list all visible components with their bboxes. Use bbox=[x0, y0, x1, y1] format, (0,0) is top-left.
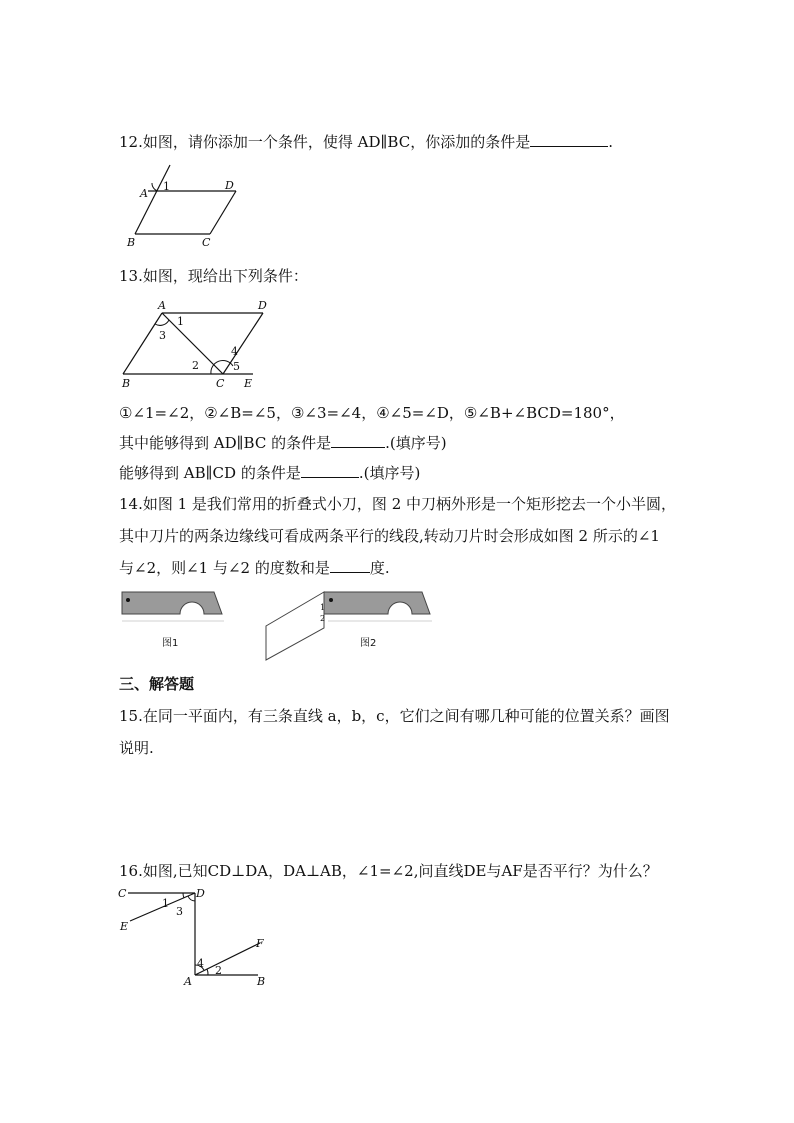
q12-text: 12.如图，请你添加一个条件，使得 AD∥BC，你添加的条件是 . bbox=[119, 133, 613, 151]
q12-figure bbox=[118, 160, 248, 252]
point-label-E: E bbox=[120, 920, 129, 933]
q14-line2: 其中刀片的两条边缘线可看成两条平行的线段,转动刀片时会形成如图 2 所示的∠1 bbox=[119, 527, 660, 545]
q13-answer2-blank[interactable] bbox=[301, 463, 359, 478]
q13-text: 13.如图，现给出下列条件： bbox=[119, 267, 308, 285]
angle-label-4: 4 bbox=[231, 345, 238, 358]
angle-label-3: 3 bbox=[159, 329, 166, 342]
angle-label-1: 1 bbox=[163, 180, 170, 193]
angle-label-4: 4 bbox=[197, 957, 204, 970]
rivet-dot bbox=[126, 598, 130, 602]
angle-label-2: 2 bbox=[320, 614, 326, 623]
point-label-D: D bbox=[196, 887, 205, 900]
q16-text: 16.如图,已知CD⊥DA，DA⊥AB，∠1=∠2,问直线DE与AF是否平行？为什么？ bbox=[119, 862, 658, 880]
point-label-C: C bbox=[118, 887, 127, 900]
point-label-E: E bbox=[244, 377, 253, 390]
angle-label-5: 5 bbox=[233, 360, 240, 373]
section-heading: 三、解答题 bbox=[119, 675, 195, 693]
angle-label-2: 2 bbox=[192, 359, 199, 372]
point-label-D: D bbox=[258, 299, 267, 312]
rivet-dot bbox=[329, 598, 333, 602]
q14-answer-blank[interactable] bbox=[330, 558, 370, 573]
point-label-C: C bbox=[202, 236, 211, 249]
q12-answer-blank[interactable] bbox=[530, 132, 608, 147]
q15-line1: 15.在同一平面内，有三条直线 a，b，c，它们之间有哪几种可能的位置关系？画图 bbox=[119, 707, 670, 725]
point-label-D: D bbox=[225, 179, 234, 192]
point-label-A: A bbox=[140, 187, 148, 200]
point-label-A: A bbox=[184, 975, 192, 988]
figure-1-caption: 图1 bbox=[162, 638, 179, 649]
q13-answer1-blank[interactable] bbox=[331, 433, 385, 448]
point-label-B: B bbox=[257, 975, 266, 988]
q14-figure-2 bbox=[262, 588, 440, 664]
q13-conditions: ①∠1=∠2，②∠B=∠5，③∠3=∠4，④∠5=∠D，⑤∠B+∠BCD=180°， bbox=[119, 404, 625, 422]
q14-figure-1 bbox=[118, 588, 230, 658]
q13-ask2: 能够得到 AB∥CD 的条件是 .(填序号) bbox=[119, 464, 421, 482]
angle-label-2: 2 bbox=[215, 964, 222, 977]
q14-line3: 与∠2，则∠1 与∠2 的度数和是 度. bbox=[119, 559, 390, 577]
figure-2-caption: 图2 bbox=[360, 638, 377, 649]
angle-label-1: 1 bbox=[162, 897, 169, 910]
angle-label-1: 1 bbox=[320, 603, 326, 612]
q13-figure bbox=[118, 295, 278, 390]
angle-label-1: 1 bbox=[177, 315, 184, 328]
point-label-A: A bbox=[158, 299, 166, 312]
point-label-F: F bbox=[256, 937, 264, 950]
q16-figure bbox=[116, 885, 272, 989]
angle-label-3: 3 bbox=[176, 905, 183, 918]
q15-line2: 说明. bbox=[119, 739, 154, 757]
q14-line1: 14.如图 1 是我们常用的折叠式小刀，图 2 中刀柄外形是一个矩形挖去一个小半圆， bbox=[119, 495, 677, 513]
point-label-C: C bbox=[216, 377, 225, 390]
q12-prompt: 12.如图，请你添加一个条件，使得 AD∥BC，你添加的条件是 bbox=[119, 133, 531, 151]
point-label-B: B bbox=[127, 236, 136, 249]
point-label-B: B bbox=[122, 377, 131, 390]
q13-ask1: 其中能够得到 AD∥BC 的条件是 .(填序号) bbox=[119, 434, 447, 452]
